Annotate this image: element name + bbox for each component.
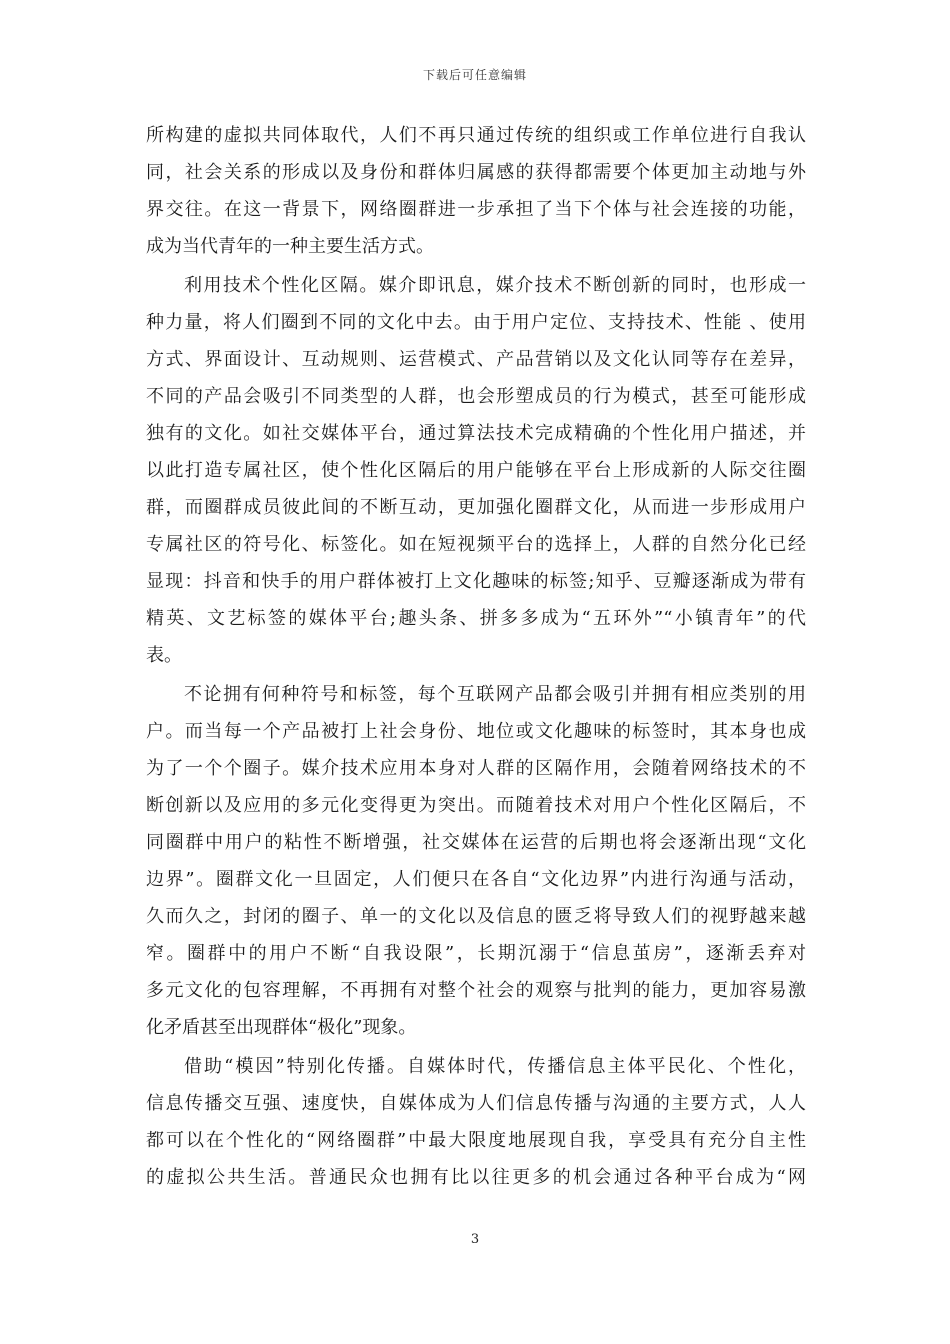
text-line: 化矛盾甚至出现群体“极化”现象。	[146, 1017, 417, 1038]
text-line: 久而久之，封闭的圈子、单一的文化以及信息的匮乏将导致人们的视野越来越	[146, 906, 806, 927]
text-line: 不论拥有何种符号和标签，每个互联网产品都会吸引并拥有相应类别的用	[184, 684, 806, 705]
paragraph-3	[146, 676, 806, 1046]
text-line: 的虚拟公共生活。普通民众也拥有比以往更多的机会通过各种平台成为“网	[146, 1167, 806, 1188]
text-line: 户。而当每一个产品被打上社会身份、地位或文化趣味的标签时，其本身也成	[146, 721, 806, 742]
text-line: 断创新以及应用的多元化变得更为突出。而随着技术对用户个性化区隔后，不	[146, 795, 806, 816]
page-number: 3	[470, 1232, 480, 1247]
text-line: 信息传播交互强、速度快，自媒体成为人们信息传播与沟通的主要方式，人人	[146, 1093, 806, 1114]
text-line: 都可以在个性化的“网络圈群”中最大限度地展现自我，享受具有充分自主性	[146, 1130, 806, 1151]
text-line: 方式、界面设计、互动规则、运营模式、产品营销以及文化认同等存在差异，	[146, 349, 806, 370]
text-line: 所构建的虚拟共同体取代，人们不再只通过传统的组织或工作单位进行自我认	[146, 125, 806, 146]
paragraph-4	[146, 1048, 806, 1196]
paragraph-1	[146, 117, 806, 265]
text-line: 同圈群中用户的粘性不断增强，社交媒体在运营的后期也将会逐渐出现“文化	[146, 832, 806, 853]
text-line: 成为当代青年的一种主要生活方式。	[146, 236, 434, 257]
text-line: 显现：抖音和快手的用户群体被打上文化趣味的标签;知乎、豆瓣逐渐成为带有	[146, 571, 806, 592]
paragraph-2	[146, 267, 806, 674]
text-line: 独有的文化。如社交媒体平台，通过算法技术完成精确的个性化用户描述，并	[146, 423, 806, 444]
text-line: 种力量，将人们圈到不同的文化中去。由于用户定位、支持技术、性能 、使用	[146, 312, 806, 333]
text-line: 借助“模因”特别化传播。自媒体时代，传播信息主体平民化、个性化，	[184, 1056, 806, 1077]
text-line: 利用技术个性化区隔。媒介即讯息，媒介技术不断创新的同时，也形成一	[184, 275, 806, 296]
text-line: 表。	[146, 645, 182, 666]
text-line: 界交往。在这一背景下，网络圈群进一步承担了当下个体与社会连接的功能，	[146, 199, 806, 220]
text-line: 窄。圈群中的用户不断“自我设限”，长期沉溺于“信息茧房”，逐渐丢弃对	[146, 943, 806, 964]
page-header: 下载后可任意编辑	[422, 68, 527, 82]
text-line: 多元文化的包容理解，不再拥有对整个社会的观察与批判的能力，更加容易激	[146, 980, 806, 1001]
document-body	[146, 117, 806, 1198]
text-line: 以此打造专属社区，使个性化区隔后的用户能够在平台上形成新的人际交往圈	[146, 460, 806, 481]
text-line: 群，而圈群成员彼此间的不断互动，更加强化圈群文化，从而进一步形成用户	[146, 497, 806, 518]
text-line: 边界”。圈群文化一旦固定，人们便只在各自“文化边界”内进行沟通与活动，	[146, 869, 806, 890]
text-line: 同，社会关系的形成以及身份和群体归属感的获得都需要个体更加主动地与外	[146, 162, 806, 183]
text-line: 精英、文艺标签的媒体平台;趣头条、拼多多成为“五环外”“小镇青年”的代	[146, 608, 806, 629]
text-line: 不同的产品会吸引不同类型的人群，也会形塑成员的行为模式，甚至可能形成	[146, 386, 806, 407]
text-line: 为了一个个圈子。媒介技术应用本身对人群的区隔作用，会随着网络技术的不	[146, 758, 806, 779]
text-line: 专属社区的符号化、标签化。如在短视频平台的选择上，人群的自然分化已经	[146, 534, 806, 555]
